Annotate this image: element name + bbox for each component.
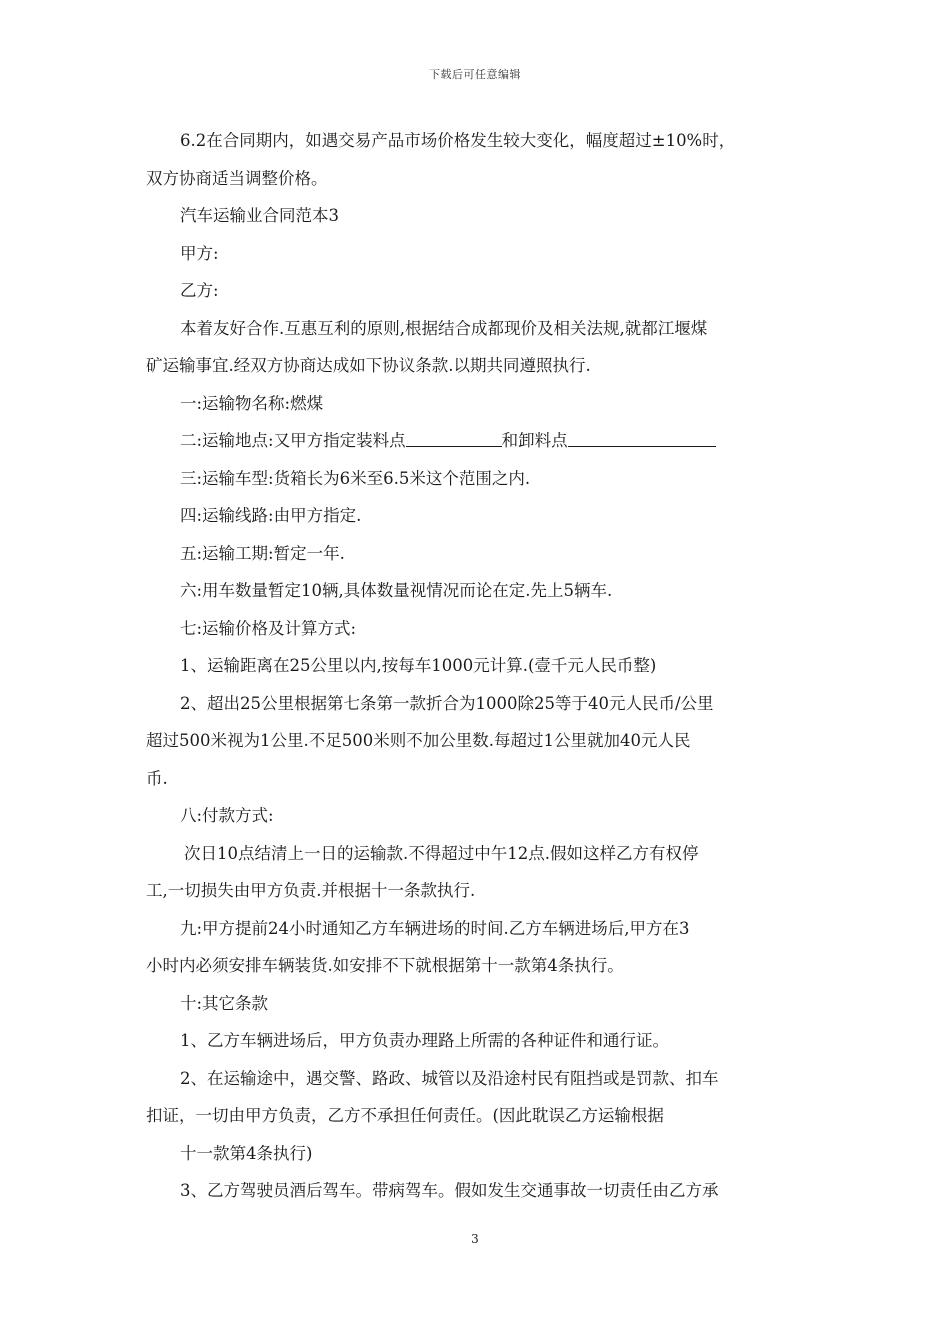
clause-10-item-3: 3、乙方驾驶员酒后驾车。带病驾车。假如发生交通事故一切责任由乙方承 [180,1181,719,1200]
clause-8: 八:付款方式: [180,806,274,825]
paragraph-line: 工,一切损失由甲方负责.并根据十一条款执行. [146,881,476,900]
paragraph-line: 十一款第4条执行) [180,1143,313,1163]
page-header: 下载后可任意编辑 [429,68,521,81]
clause-4: 四:运输线路:由甲方指定. [180,506,362,525]
clause-1: 一:运输物名称:燃煤 [180,393,324,413]
paragraph-line: 本着友好合作.互惠互利的原则,根据结合成都现价及相关法规,就都江堰煤 [180,318,708,338]
clause-2-loading-label: 二:运输地点:又甲方指定装料点 [180,431,406,450]
clause-10: 十:其它条款 [180,993,269,1013]
page-number: 3 [471,1232,479,1246]
paragraph-line: 6.2在合同期内，如遇交易产品市场价格发生较大变化，幅度超过±10%时， [180,131,736,150]
paragraph-line: 超过500米视为1公里.不足500米则不加公里数.每超过1公里就加40元人民 [146,731,691,750]
paragraph-line: 扣证，一切由甲方负责，乙方不承担任何责任。(因此耽误乙方运输根据 [146,1106,664,1125]
clause-3: 三:运输车型:货箱长为6米至6.5米这个范围之内. [180,468,531,488]
party-b-label: 乙方: [180,281,219,300]
loading-point-blank [406,428,502,447]
clause-6: 六:用车数量暂定10辆,具体数量视情况而论在定.先上5辆车. [180,581,613,600]
party-a-label: 甲方: [180,243,219,263]
paragraph-line: 矿运输事宜.经双方协商达成如下协议条款.以期共同遵照执行. [146,356,591,375]
clause-2-unloading-label: 和卸料点 [501,431,568,450]
clause-7-item-2: 2、超出25公里根据第七条第一款折合为1000除25等于40元人民币/公里 [180,693,714,713]
document-body [146,122,806,1210]
clause-2 [146,422,806,460]
clause-7-item-1: 1、运输距离在25公里以内,按每车1000元计算.(壹千元人民币整) [180,656,657,675]
paragraph-line: 双方协商适当调整价格。 [146,168,328,188]
paragraph-line: 小时内必须安排车辆装货.如安排不下就根据第十一款第4条执行。 [146,956,624,975]
section-title: 汽车运输业合同范本3 [180,206,339,225]
paragraph-line: 币. [146,768,168,788]
clause-9: 九:甲方提前24小时通知乙方车辆进场的时间.乙方车辆进场后,甲方在3 [180,918,690,938]
clause-10-item-2: 2、在运输途中，遇交警、路政、城管以及沿途村民有阻挡或是罚款、扣车 [180,1068,719,1088]
unloading-point-blank [568,428,716,447]
clause-7: 七:运输价格及计算方式: [180,618,357,638]
paragraph-line: 次日10点结清上一日的运输款.不得超过中午12点.假如这样乙方有权停 [184,843,699,863]
clause-10-item-1: 1、乙方车辆进场后，甲方负责办理路上所需的各种证件和通行证。 [180,1031,669,1050]
clause-5: 五:运输工期:暂定一年. [180,543,345,563]
